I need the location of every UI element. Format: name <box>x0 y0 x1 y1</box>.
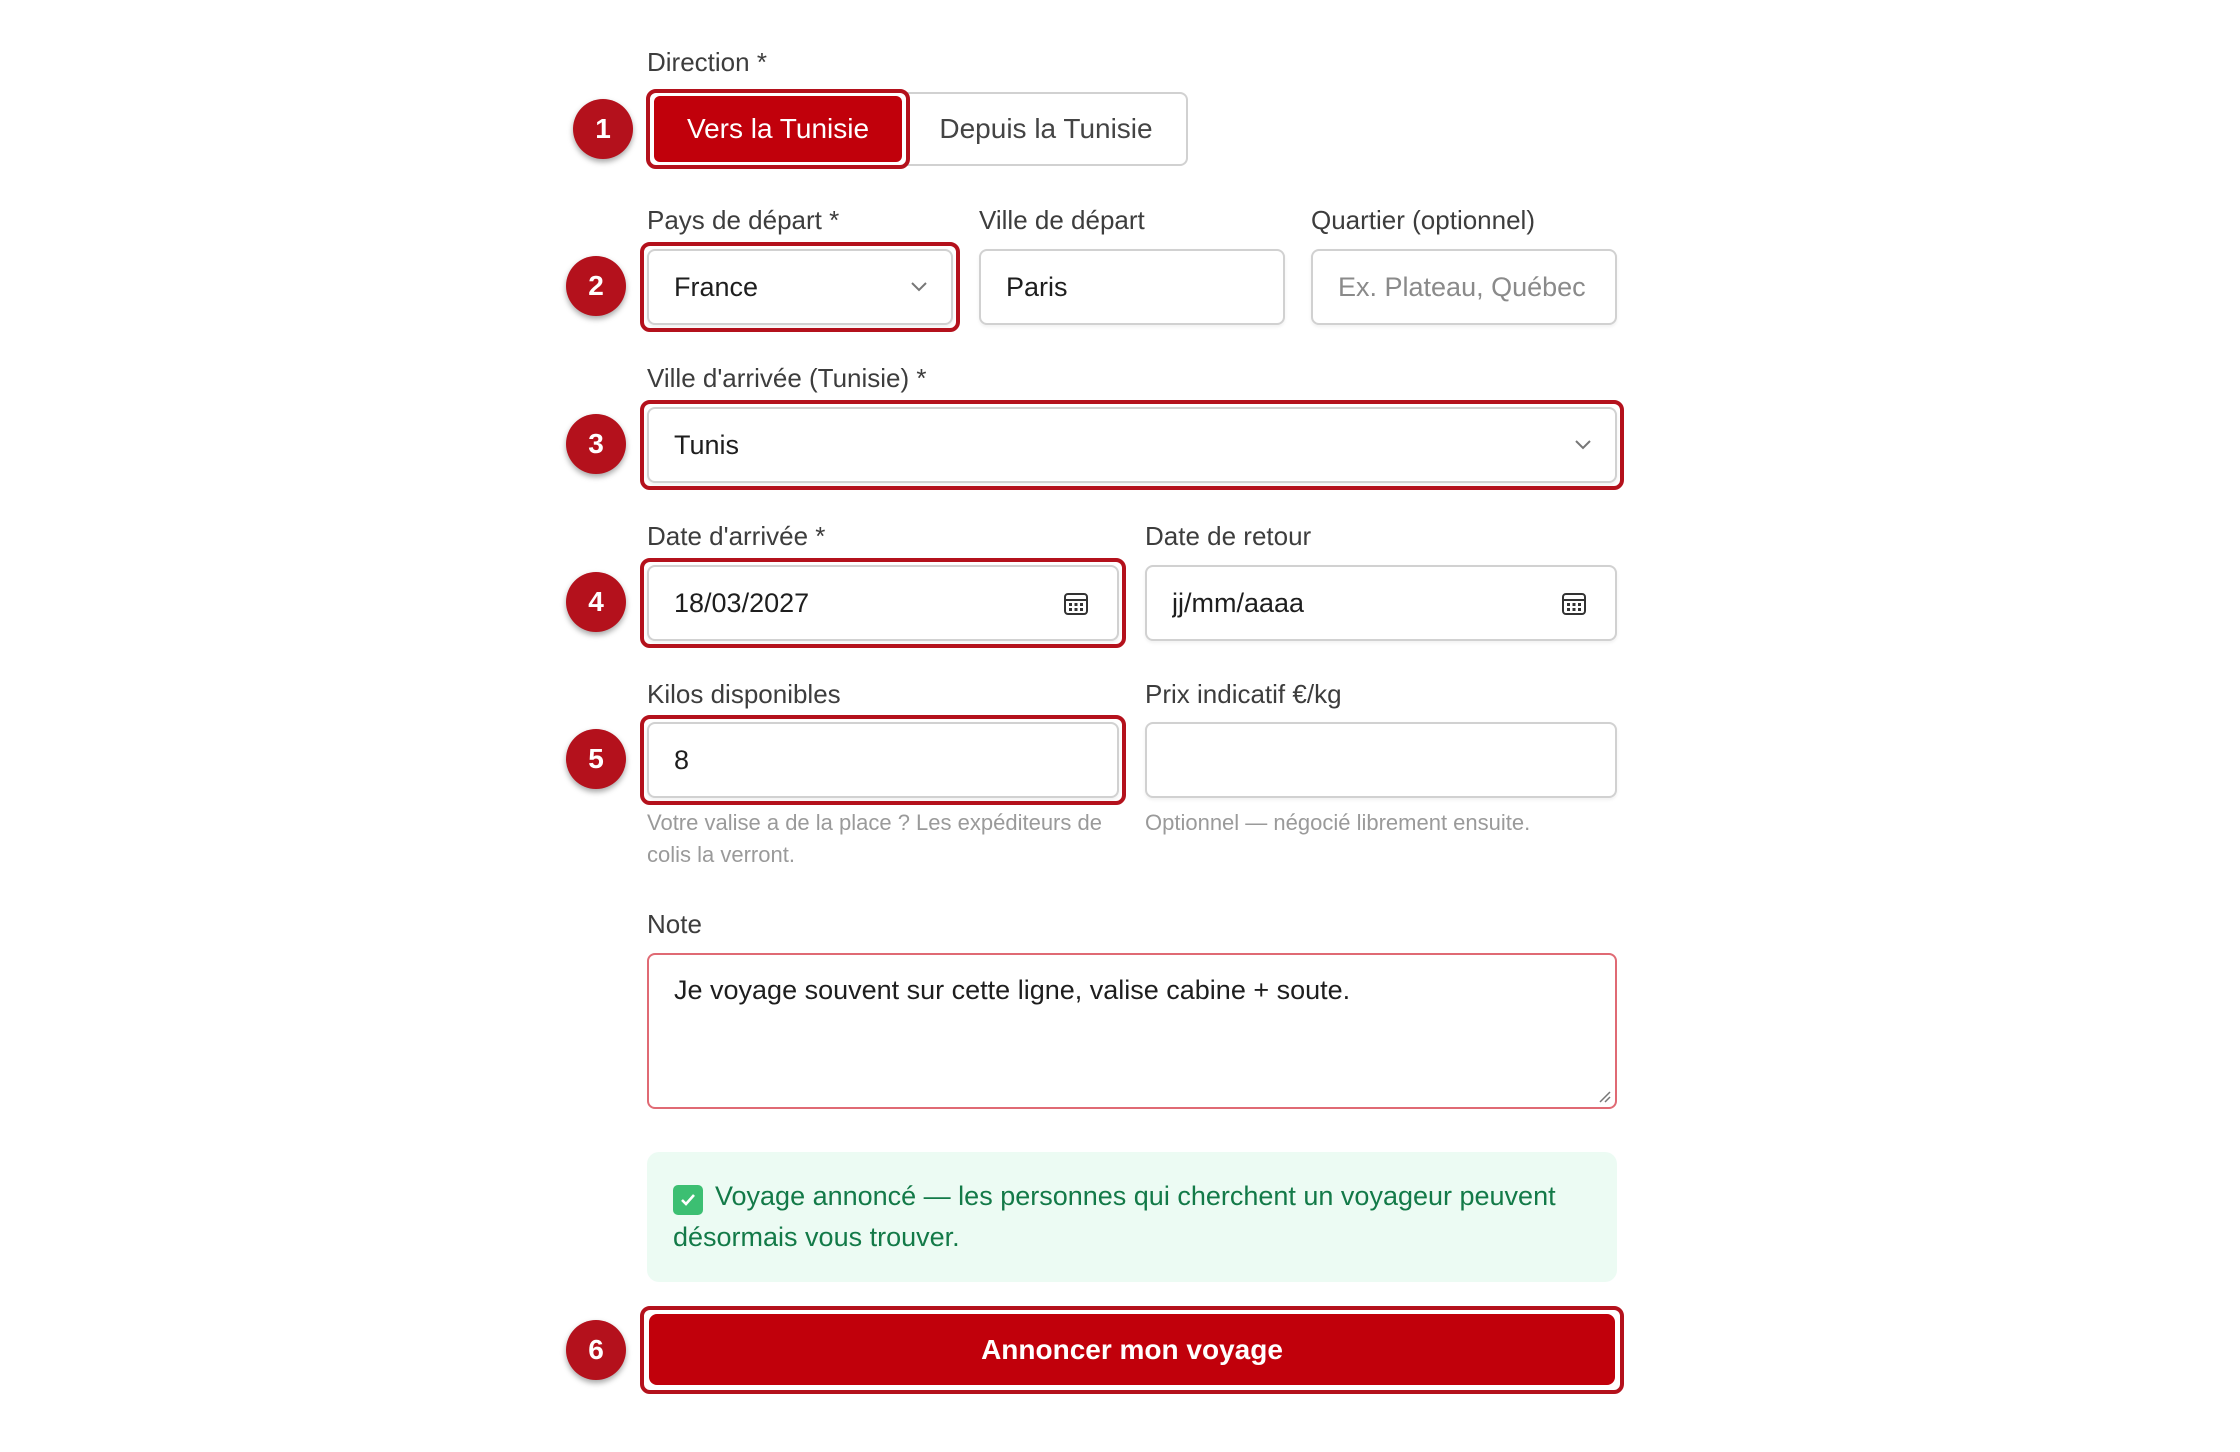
chevron-down-icon <box>1573 439 1593 451</box>
note-textarea[interactable] <box>647 953 1617 1109</box>
district-placeholder: Ex. Plateau, Québec <box>1338 271 1586 302</box>
success-message-box <box>647 1152 1617 1282</box>
direction-label: Direction * <box>647 47 767 77</box>
submit-button[interactable]: Annoncer mon voyage <box>649 1314 1615 1385</box>
arrival-date-input[interactable] <box>647 565 1119 641</box>
step-badge-3: 3 <box>566 414 626 474</box>
step-badge-4: 4 <box>566 572 626 632</box>
kilos-hint: Votre valise a de la place ? Les expéditeurs de colis la verront. <box>647 810 1102 867</box>
arrival-date-value: 18/03/2027 <box>674 587 810 618</box>
return-date-label: Date de retour <box>1145 521 1312 551</box>
price-label: Prix indicatif €/kg <box>1145 679 1342 709</box>
city-input[interactable] <box>979 249 1285 325</box>
city-label: Ville de départ <box>979 205 1145 235</box>
direction-to-tunisia-button[interactable]: Vers la Tunisie <box>654 96 902 162</box>
kilos-label: Kilos disponibles <box>647 679 841 709</box>
direction-from-tunisia-button[interactable]: Depuis la Tunisie <box>906 92 1188 166</box>
step-badge-6: 6 <box>566 1320 626 1380</box>
return-date-input[interactable] <box>1145 565 1617 641</box>
note-value: Je voyage souvent sur cette ligne, valise cabine + soute. <box>674 975 1351 1005</box>
step-badge-1: 1 <box>573 99 633 159</box>
note-label: Note <box>647 909 702 939</box>
kilos-input[interactable] <box>647 722 1119 798</box>
district-label: Quartier (optionnel) <box>1311 205 1535 235</box>
step-badge-2: 2 <box>566 256 626 316</box>
city-value: Paris <box>1006 271 1068 302</box>
price-input[interactable] <box>1145 722 1617 798</box>
success-message: Voyage annoncé — les personnes qui cherchent un voyageur peuvent désormais vous trouver. <box>673 1181 1556 1252</box>
country-label: Pays de départ * <box>647 205 840 235</box>
step-badge-5: 5 <box>566 729 626 789</box>
calendar-icon[interactable] <box>1561 590 1587 616</box>
arrival-city-select[interactable] <box>647 407 1617 483</box>
calendar-icon[interactable] <box>1063 590 1089 616</box>
country-select[interactable] <box>647 249 953 325</box>
arrival-date-label: Date d'arrivée * <box>647 521 826 551</box>
arrival-city-label: Ville d'arrivée (Tunisie) * <box>647 363 927 393</box>
arrival-city-value: Tunis <box>674 429 740 460</box>
chevron-down-icon <box>909 281 929 293</box>
check-icon <box>673 1185 703 1215</box>
resize-handle-icon[interactable] <box>1595 1087 1611 1103</box>
price-hint: Optionnel — négocié librement ensuite. <box>1145 810 1531 835</box>
kilos-value: 8 <box>674 744 690 775</box>
return-date-placeholder: jj/mm/aaaa <box>1172 587 1305 618</box>
country-value: France <box>674 271 759 302</box>
district-input[interactable] <box>1311 249 1617 325</box>
